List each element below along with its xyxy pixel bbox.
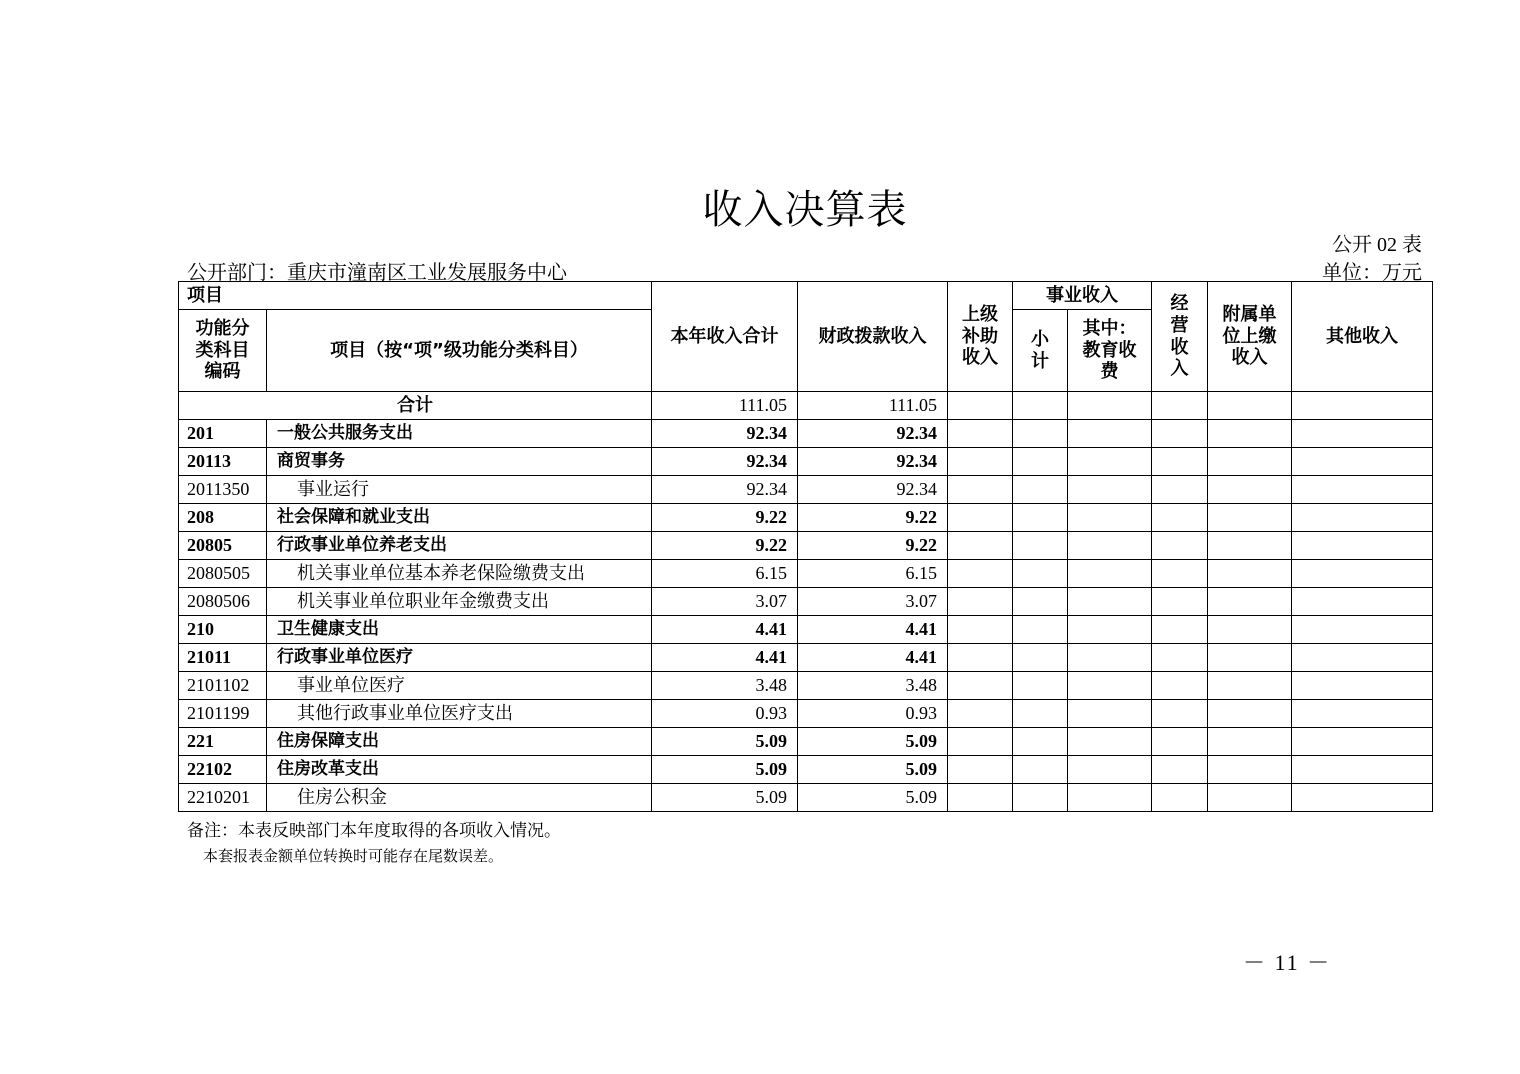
- unit-label: 单位：万元: [1322, 260, 1422, 284]
- empty-cell: [1013, 532, 1068, 560]
- empty-cell: [1068, 700, 1152, 728]
- row-code: 210: [179, 616, 267, 644]
- row-name: 其他行政事业单位医疗支出: [267, 700, 652, 728]
- row-code: 20113: [179, 448, 267, 476]
- empty-cell: [1152, 448, 1208, 476]
- note-rounding: 本套报表金额单位转换时可能存在尾数误差。: [203, 847, 504, 865]
- empty-cell: [1152, 644, 1208, 672]
- row-name: 行政事业单位医疗: [267, 644, 652, 672]
- empty-cell: [948, 476, 1013, 504]
- empty-cell: [1152, 672, 1208, 700]
- table-row: [179, 756, 1433, 784]
- header-project: 项目: [179, 282, 652, 310]
- income-rows: [179, 420, 1433, 812]
- empty-cell: [1208, 756, 1292, 784]
- row-name: 商贸事务: [267, 448, 652, 476]
- row-fiscal: 9.22: [798, 504, 948, 532]
- page-number: － 11 －: [1243, 950, 1332, 975]
- empty-cell: [1292, 728, 1433, 756]
- empty-cell: [948, 784, 1013, 812]
- empty-cell: [1292, 588, 1433, 616]
- table-row: [179, 560, 1433, 588]
- empty-cell: [1208, 504, 1292, 532]
- table-row: [179, 588, 1433, 616]
- empty-cell: [1292, 616, 1433, 644]
- row-fiscal: 4.41: [798, 644, 948, 672]
- empty-cell: [948, 420, 1013, 448]
- row-fiscal: 4.41: [798, 616, 948, 644]
- row-name: 住房改革支出: [267, 756, 652, 784]
- table-row: [179, 532, 1433, 560]
- total-fiscal-value: 111.05: [798, 392, 948, 420]
- empty-cell: [1208, 532, 1292, 560]
- table-row: [179, 728, 1433, 756]
- table-row: [179, 784, 1433, 812]
- empty-cell: [1013, 560, 1068, 588]
- header-superior: 上级补助收入: [948, 282, 1013, 392]
- row-name: 住房保障支出: [267, 728, 652, 756]
- empty-cell: [1013, 504, 1068, 532]
- empty-cell: [1068, 756, 1152, 784]
- header-fiscal: 财政拨款收入: [798, 282, 948, 392]
- row-code: 21011: [179, 644, 267, 672]
- income-table: [178, 281, 1433, 812]
- row-name: 社会保障和就业支出: [267, 504, 652, 532]
- empty-cell: [948, 672, 1013, 700]
- empty-cell: [1068, 448, 1152, 476]
- empty-cell: [1068, 672, 1152, 700]
- empty-cell: [948, 560, 1013, 588]
- table-row: [179, 616, 1433, 644]
- empty-cell: [948, 728, 1013, 756]
- row-fiscal: 3.48: [798, 672, 948, 700]
- row-name: 住房公积金: [267, 784, 652, 812]
- row-total: 9.22: [652, 532, 798, 560]
- header-affiliated: 附属单位上缴收入: [1208, 282, 1292, 392]
- row-total: 5.09: [652, 784, 798, 812]
- row-fiscal: 92.34: [798, 420, 948, 448]
- empty-cell: [1292, 784, 1433, 812]
- row-code: 208: [179, 504, 267, 532]
- row-code: 201: [179, 420, 267, 448]
- empty-cell: [1068, 420, 1152, 448]
- empty-cell: [1152, 504, 1208, 532]
- total-label: 合计: [179, 392, 652, 420]
- empty-cell: [1208, 448, 1292, 476]
- empty-cell: [948, 588, 1013, 616]
- empty-cell: [1152, 420, 1208, 448]
- row-total: 3.48: [652, 672, 798, 700]
- empty-cell: [1292, 756, 1433, 784]
- empty-cell: [1013, 420, 1068, 448]
- empty-cell: [1208, 784, 1292, 812]
- empty-cell: [1152, 532, 1208, 560]
- row-name: 机关事业单位基本养老保险缴费支出: [267, 560, 652, 588]
- row-code: 2080505: [179, 560, 267, 588]
- department-label: 公开部门：重庆市潼南区工业发展服务中心: [187, 260, 567, 284]
- empty-cell: [1068, 504, 1152, 532]
- total-income-value: 111.05: [652, 392, 798, 420]
- empty-cell: [1013, 784, 1068, 812]
- row-name: 卫生健康支出: [267, 616, 652, 644]
- empty-cell: [1013, 644, 1068, 672]
- empty-cell: [1152, 784, 1208, 812]
- header-business-income: 事业收入: [1013, 282, 1152, 310]
- empty-cell: [1292, 448, 1433, 476]
- empty-cell: [1292, 560, 1433, 588]
- header-func-code: 功能分类科目编码: [179, 310, 267, 392]
- row-code: 2101199: [179, 700, 267, 728]
- empty-cell: [1068, 560, 1152, 588]
- row-total: 9.22: [652, 504, 798, 532]
- row-fiscal: 0.93: [798, 700, 948, 728]
- empty-cell: [1152, 728, 1208, 756]
- empty-cell: [1013, 476, 1068, 504]
- header-subtotal: 小计: [1013, 310, 1068, 392]
- table-row: [179, 672, 1433, 700]
- row-code: 20805: [179, 532, 267, 560]
- form-number: 公开 02 表: [1332, 234, 1422, 256]
- empty-cell: [1292, 532, 1433, 560]
- empty-cell: [1068, 644, 1152, 672]
- empty-cell: [948, 756, 1013, 784]
- empty-cell: [1292, 700, 1433, 728]
- empty-cell: [1292, 420, 1433, 448]
- empty-cell: [1152, 700, 1208, 728]
- row-total: 4.41: [652, 644, 798, 672]
- empty-cell: [948, 616, 1013, 644]
- empty-cell: [1208, 700, 1292, 728]
- header-other: 其他收入: [1292, 282, 1433, 392]
- empty-cell: [1068, 616, 1152, 644]
- row-total: 92.34: [652, 448, 798, 476]
- table-row: [179, 700, 1433, 728]
- empty-cell: [948, 448, 1013, 476]
- empty-cell: [1013, 756, 1068, 784]
- row-fiscal: 5.09: [798, 728, 948, 756]
- empty-cell: [1208, 476, 1292, 504]
- empty-cell: [1152, 476, 1208, 504]
- empty-cell: [1292, 672, 1433, 700]
- table-row: [179, 476, 1433, 504]
- row-fiscal: 92.34: [798, 448, 948, 476]
- empty-cell: [1208, 728, 1292, 756]
- row-name: 机关事业单位职业年金缴费支出: [267, 588, 652, 616]
- row-code: 2080506: [179, 588, 267, 616]
- empty-cell: [1152, 616, 1208, 644]
- row-name: 行政事业单位养老支出: [267, 532, 652, 560]
- empty-cell: [1208, 644, 1292, 672]
- empty-cell: [1152, 560, 1208, 588]
- row-name: 事业运行: [267, 476, 652, 504]
- empty-cell: [948, 504, 1013, 532]
- empty-cell: [1152, 756, 1208, 784]
- empty-cell: [1292, 476, 1433, 504]
- empty-cell: [1013, 728, 1068, 756]
- empty-cell: [1208, 588, 1292, 616]
- row-code: 2011350: [179, 476, 267, 504]
- row-total: 4.41: [652, 616, 798, 644]
- empty-cell: [1013, 588, 1068, 616]
- row-fiscal: 5.09: [798, 756, 948, 784]
- row-total: 92.34: [652, 476, 798, 504]
- row-total: 5.09: [652, 728, 798, 756]
- empty-cell: [1292, 644, 1433, 672]
- row-name: 一般公共服务支出: [267, 420, 652, 448]
- row-total: 3.07: [652, 588, 798, 616]
- row-code: 221: [179, 728, 267, 756]
- row-total: 5.09: [652, 756, 798, 784]
- header-project-name: 项目（按“项”级功能分类科目）: [267, 310, 652, 392]
- empty-cell: [1152, 588, 1208, 616]
- row-fiscal: 92.34: [798, 476, 948, 504]
- row-code: 2101102: [179, 672, 267, 700]
- empty-cell: [1068, 476, 1152, 504]
- empty-cell: [1013, 616, 1068, 644]
- empty-cell: [1068, 784, 1152, 812]
- empty-cell: [1068, 532, 1152, 560]
- empty-cell: [948, 644, 1013, 672]
- empty-cell: [1013, 448, 1068, 476]
- empty-cell: [1208, 672, 1292, 700]
- table-row: [179, 644, 1433, 672]
- empty-cell: [948, 700, 1013, 728]
- row-total: 92.34: [652, 420, 798, 448]
- empty-cell: [1068, 728, 1152, 756]
- row-code: 2210201: [179, 784, 267, 812]
- row-total: 6.15: [652, 560, 798, 588]
- row-fiscal: 5.09: [798, 784, 948, 812]
- row-name: 事业单位医疗: [267, 672, 652, 700]
- empty-cell: [1068, 588, 1152, 616]
- table-row: [179, 420, 1433, 448]
- header-education-fee: 其中：教育收费: [1068, 310, 1152, 392]
- table-row: [179, 504, 1433, 532]
- header-total-income: 本年收入合计: [652, 282, 798, 392]
- empty-cell: [948, 532, 1013, 560]
- note-remark: 备注：本表反映部门本年度取得的各项收入情况。: [187, 821, 561, 841]
- empty-cell: [1292, 504, 1433, 532]
- empty-cell: [1208, 560, 1292, 588]
- header-operating: 经营收入: [1152, 282, 1208, 392]
- page-title: 收入决算表: [702, 187, 908, 233]
- row-code: 22102: [179, 756, 267, 784]
- empty-cell: [1013, 672, 1068, 700]
- empty-cell: [1208, 616, 1292, 644]
- row-fiscal: 9.22: [798, 532, 948, 560]
- empty-cell: [1208, 420, 1292, 448]
- row-fiscal: 6.15: [798, 560, 948, 588]
- table-row: [179, 448, 1433, 476]
- row-total: 0.93: [652, 700, 798, 728]
- total-row: [179, 392, 1433, 420]
- row-fiscal: 3.07: [798, 588, 948, 616]
- empty-cell: [1013, 700, 1068, 728]
